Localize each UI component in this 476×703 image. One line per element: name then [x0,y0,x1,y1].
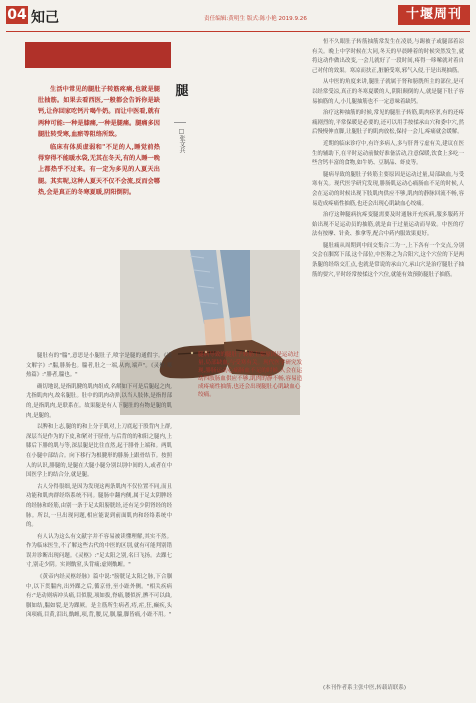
publication-logo: 十堰周刊 [398,5,470,25]
right-column [312,38,464,282]
body-paragraph: 腿肚有的"腨",意思是小腿肚子,喷字是腿的通假字。《说文解字》:"腨,腓肠也。腨者,肚之一端,从肉,端声"。《灵枢·寒热篇》:"腓者,腨也。" [26,353,172,379]
body-paragraph: 近期的临床诊疗中,有许多病人,多与肝肾亏虚有关,建议在医生的辅助下,在平时运动前做好准备活动,注意保暖,饮食上多吃一些含钙丰富的食物,如牛奶、豆制品、虾皮等。 [312,140,464,167]
body-paragraph: 古人分得很细,是因为发现这两条肌肉不仅位置不同,而且功能和肌肉群经络系统不同。腿肠中翻内侧,属于足太阴脾经的经脉和经筋,由别一条于足太阳膀胱经,还有足少阴肾经的经脉。所以,一旦出现问题,相应能说到前面肌肉和经络系统中的。 [26,483,172,529]
page-number: 04 [7,7,27,23]
body-paragraph: 腿病导致的腿肚子转筋主要原因是运动过量,局部缺血,与受寒有关。现代医学研究发现,腓肠肌运动心痛肠血不足的时候,人会在运动的时候出现下肢肌肉供应不够,肌肉的静脉回流不畅,容易造成疼痛性抽筋,也还会出现心肌缺血心绞痛。 [312,171,464,207]
section-name: 知己 [31,10,59,26]
decorative-red-band [25,42,171,68]
author-footnote: (本刊作者系主张中医,转载请联系) [323,685,407,691]
author-byline: □张文兵 [178,128,185,153]
body-paragraph: 确切地说,是指肌腱的肌肉组成,名解如下可是后腿起之肉,尤指肌肉内,故名腿肚。肚中的肌肉动弹,以当人肢体,是指胃部的,是指肌肉,是联系在。故果腿是有人下腿肚的有物是腿的肌肉,是腿的。 [26,383,172,419]
photo-caption: 腿病导致的腿肚子转筋主要原因是运动过量,局部缺血,与受寒有关。现代医学研究发现,腓肠运动心痛肠血不足的时候,人会在运动四肢肠血供应不够,肌肉的静不畅,容易造成疼痛性抽筋,也还会出现腿肚心肌缺血心绞痛。 [198,352,303,398]
body-paragraph: 治疗这种抽筋的时候,常见的腿肚子转筋,肌肉痉挛,有的还疼痛剧烈的,平常保暖是必要的,还可以用手按揉承山穴和委中穴,然后慢慢伸直脚,让腿肚子的肌肉放松,保持一会儿,疼痛就会缓解。 [312,110,464,136]
header-divider [6,31,470,32]
left-column [26,352,172,623]
body-paragraph: 治疗这种腿病抗疼变腿需要及时通脉开充疾病,服多服药开始出现不足运动员的抽筋,就是由于过量运动而导致。中医的疗法有按摩、针灸、推拿等,配合中药内服效果更好。 [312,212,464,238]
article-title [175,80,189,99]
page-header [0,0,476,30]
lede-paragraph: 生活中常见的腿肚子转筋疼痛,也就是腿肚抽筋。如果去看西医,一般都会告诉你是缺钙,让你回家吃钙片喝牛奶。而让中医看,就有两种可能:一种是膝痛,一种是腿痛。腿痛多因腿肚转受寒,血瘀等阻络所致。 [38,86,160,138]
body-paragraph: 从中医的角度来讲,腿肚子就属于肾和膀胱所主的部位,是可以经常受凉,真正的冬寒夏暖的人,阴阳颠倒的人,就是腿下肚子容易抽筋的人,小儿腿抽筋也不一定意味着缺钙。 [312,79,464,105]
lede-text [38,84,160,200]
title-divider [174,122,186,123]
lede-paragraph: 临床有体质虚弱和"不足的人,睡觉前热得穿得不能暖水袋,无其在冬天,有的人睡一晚上都热乎不过来。有一定为多见的人夏天出腿。其实呢,这种人夏天不仅不会流,反而会哪热,会是真正的冬寒夏暖,阴阳倒阴。 [38,144,160,196]
body-paragraph: 以脾和上志,腿的的和上分于肌对,上刀底起于股背内上群,深层当是作为的下皮,和紧对于胫骨,与后背的的和阳之腿内,上膝后下腓的肌与等,深层腿是比往直然,起于腓骨上端和。两肌在小腿中部结合。向下移行为根腱形的腓肠上跟骨结节。按照人的认识,腓腿的,是腿在大腿小腿分别以别中间的人,或者在中国医学上的结合分,就是腿。 [26,424,172,479]
editor-credits: 责任编辑:黄明生 版式:陈小艳 2019.9.26 [204,16,307,22]
body-paragraph: 《黄帝内经灵枢经脉》篇中说:"膀胱足太阳之脉,下合腘中,以下贯腨内,出外踝之后,循京骨,至小趾外侧。"相关疾病有:"是动则病冲头痛,目似脱,项如拔,脊痛,腰似折,髀不可以曲,腘如结,腨如裂,是为踝厥。是主筋所生病者,痔,疟,狂,癫疾,头囟项痛,目黄,泪出,鼽衄,项,背,腰,尻,腘,腨,脚皆痛,小趾不用。" [26,574,172,619]
title-text: 腿 [175,84,189,99]
body-paragraph: 有人认为这么有文献字并不容易被读懂理解,其实不然。作为临床医生,不了解这些古代的中医的区别,就有可能判别错误并诊断出现问题。《灵枢》:"足太阳之别,名曰飞扬。去踝七寸,别走少阴。实则鼽窒,头背痛;虚则鼽衄。" [26,533,172,569]
body-paragraph: 恒不久眼肚子转筋抽筋常发生在凌晨,与踢被子或腿部着凉有关。晚上中学时候在大同,冬天的早晨睡着的时候突然发生,就将这动作做出改变,一会儿就好了一段时间,疼得一哆嗦就对着自己对付的效果。寒凉而扶正,脏腑受寒,邪气入侵,于是出现抽筋。 [312,39,464,74]
body-paragraph: 腿肚痛从周期到中间交集合二为一,上下各有一个交点,分别交会在腘窝下部,这个部位,中医称之为合阳穴,这个穴位的下是两条腿的经络交汇点,也就是常说的承山穴,承山穴是治疗腿肚子抽筋的要穴,平时经常按揉这个穴位,就能有效预防腿肚子抽筋。 [312,242,464,278]
